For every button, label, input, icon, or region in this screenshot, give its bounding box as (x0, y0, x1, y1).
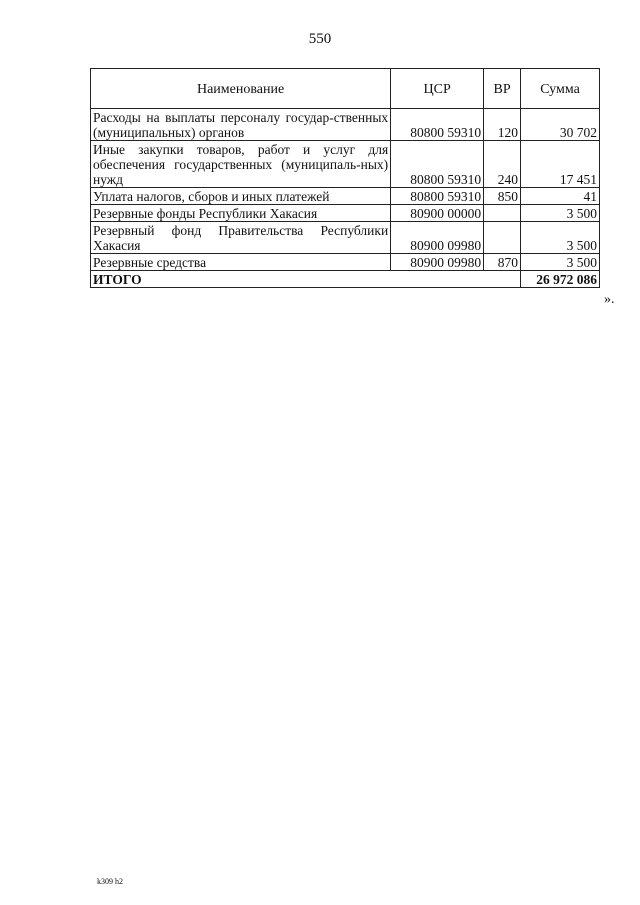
table-row (91, 141, 600, 188)
row-vr: 240 (484, 141, 521, 188)
row-csr: 80900 09980 (391, 254, 484, 271)
row-csr: 80800 59310 (391, 109, 484, 141)
table-row (91, 254, 600, 271)
row-name: Резервный фонд Правительства Республики Хакасия (91, 222, 391, 254)
table-header-row (91, 69, 600, 109)
row-csr: 80900 00000 (391, 205, 484, 222)
row-name: Расходы на выплаты персоналу государ-ственных (муниципальных) органов (91, 109, 391, 141)
header-csr: ЦСР (391, 69, 484, 109)
row-vr: 120 (484, 109, 521, 141)
row-sum: 3 500 (521, 222, 600, 254)
table-row (91, 205, 600, 222)
page-number: 550 (308, 31, 332, 47)
row-sum: 17 451 (521, 141, 600, 188)
row-name: Иные закупки товаров, работ и услуг для обеспечения государственных (муниципаль-ных) нужд (91, 141, 391, 188)
total-row (91, 271, 600, 288)
table-row (91, 188, 600, 205)
row-vr: 850 (484, 188, 521, 205)
table-row (91, 109, 600, 141)
table-row (91, 222, 600, 254)
row-sum: 3 500 (521, 205, 600, 222)
row-vr (484, 222, 521, 254)
document-code: k309 h2 (97, 877, 123, 886)
row-vr: 870 (484, 254, 521, 271)
total-label: ИТОГО (91, 271, 521, 288)
row-sum: 30 702 (521, 109, 600, 141)
header-vr: ВР (484, 69, 521, 109)
closing-quote-mark: ». (604, 292, 615, 307)
row-name: Уплата налогов, сборов и иных платежей (91, 188, 391, 205)
row-name: Резервные фонды Республики Хакасия (91, 205, 391, 222)
budget-table (90, 68, 600, 288)
row-sum: 3 500 (521, 254, 600, 271)
row-name: Резервные средства (91, 254, 391, 271)
row-csr: 80800 59310 (391, 141, 484, 188)
row-vr (484, 205, 521, 222)
header-name: Наименование (91, 69, 391, 109)
row-csr: 80900 09980 (391, 222, 484, 254)
header-sum: Сумма (521, 69, 600, 109)
row-csr: 80800 59310 (391, 188, 484, 205)
row-sum: 41 (521, 188, 600, 205)
total-sum: 26 972 086 (521, 271, 600, 288)
